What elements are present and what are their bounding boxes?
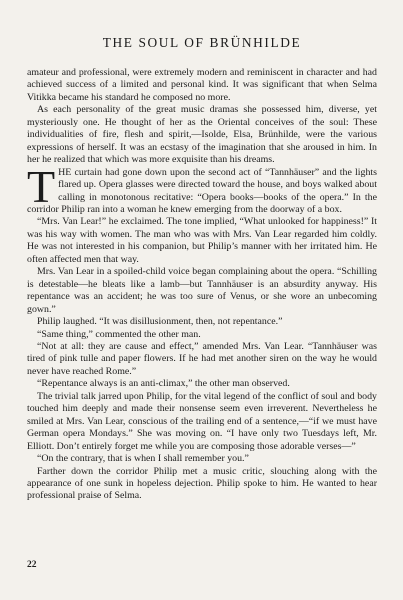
paragraph: “On the contrary, that is when I shall remember you.” <box>37 453 249 465</box>
paragraph-text: HE curtain had gone down upon the second act of “Tannhäuser” and the lights flared up. Opera glasses were directed toward the house, and boys walked about calling in monotonous recitative: “Opera books—books of the opera.” In the corridor Philip ran into a woman he knew emerging from the doorway of a box. <box>27 166 377 215</box>
paragraph: “Same thing,” commented the other man. <box>37 328 201 340</box>
running-header: THE SOUL OF BRÜNHILDE <box>102 35 302 50</box>
body-text <box>27 67 377 503</box>
paragraph: Philip laughed. “It was disillusionment, then, not repentance.” <box>37 316 283 328</box>
paragraph: The trivial talk jarred upon Philip, for the vital legend of the conflict of soul and body touched him deeply and made their nonsense seem even irreverent. Nevertheless he smiled at Mrs. Van Lear, conscious of the trailing end of a sentence,—“if we must have German opera Mondays.” She was moving on. “I have only two Tuesdays left, Mr. Elliott. Don’t entirely forget me while you are composing those adorable verses—” <box>27 390 377 452</box>
paragraph: As each personality of the great music dramas she possessed him, diverse, yet mysteriously one. He thought of her as the Oriental conceives of the soul: These individualities of fire, flesh and spirit,—Isolde, Elsa, Brünhilde, were the various expressions of herself. It was an ecstasy of the imagination that she aroused in him. In her he realized that which was more exquisite than his dreams. <box>27 104 377 166</box>
page-number: 22 <box>27 560 37 570</box>
drop-cap: T <box>27 160 56 212</box>
paragraph: “Not at all: they are cause and effect,” amended Mrs. Van Lear. “Tannhäuser was tired of pink tulle and paper flowers. If he had met another siren on the way he would never have reached Rome.” <box>27 340 377 377</box>
section-opening-paragraph <box>27 160 377 217</box>
paragraph: Mrs. Van Lear in a spoiled-child voice began complaining about the opera. “Schilling is detestable—he bleats like a lamb—but Tannhäuser is an absurdity anyway. His repentance was an accident; he was too sure of Venus, or she wore an unbecoming gown.” <box>27 266 377 315</box>
paragraph: amateur and professional, were extremely modern and reminiscent in character and had achieved success of a limited and personal kind. It was significant that when Selma Vitikka became his standard he composed no more. <box>27 67 377 103</box>
paragraph: “Mrs. Van Lear!” he exclaimed. The tone implied, “What unlooked for happiness!” It was his way with women. The man who was with Mrs. Van Lear regarded him coldly. He was not interested in his companion, but Philip’s manner with her irritated him. He often affected men that way. <box>27 216 377 265</box>
paragraph: “Repentance always is an anti-climax,” the other man observed. <box>37 378 290 390</box>
paragraph: Farther down the corridor Philip met a music critic, slouching along with the appearance of one sunk in hopeless dejection. Philip spoke to him. He wanted to hear professional praise of Selma. <box>27 465 377 502</box>
